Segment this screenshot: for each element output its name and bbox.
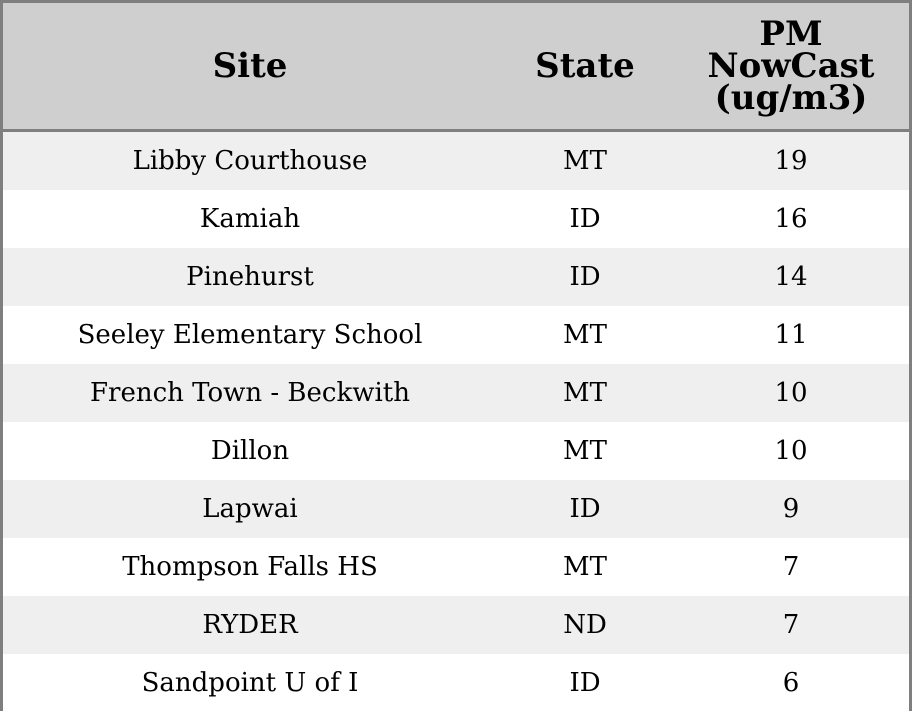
pm-nowcast-cell: 10 <box>774 378 808 408</box>
site-cell: French Town - Beckwith <box>89 378 411 408</box>
pm-nowcast-cell: 11 <box>774 320 808 350</box>
table-row <box>3 190 909 248</box>
pm-nowcast-cell: 19 <box>774 146 808 176</box>
table-row <box>3 480 909 538</box>
table-row <box>3 306 909 364</box>
state-cell: ID <box>569 262 601 292</box>
state-cell: ID <box>569 668 601 698</box>
site-cell: Thompson Falls HS <box>122 552 378 582</box>
table-row <box>3 654 909 712</box>
state-cell: MT <box>563 552 607 582</box>
site-cell: Dillon <box>210 436 290 466</box>
state-cell: MT <box>563 378 607 408</box>
pm-nowcast-cell: 14 <box>774 262 808 292</box>
site-cell: RYDER <box>202 610 298 640</box>
table-row <box>3 422 909 480</box>
header-pm-line3: (ug/m3) <box>714 78 868 118</box>
site-cell: Lapwai <box>202 494 298 524</box>
header-state-label: State <box>535 46 635 86</box>
table-header <box>3 3 909 132</box>
header-pm-line2: NowCast <box>707 46 875 86</box>
pm-nowcast-cell: 9 <box>782 494 800 524</box>
state-cell: MT <box>563 436 607 466</box>
state-cell: MT <box>563 320 607 350</box>
header-site-label: Site <box>212 46 288 86</box>
pm-nowcast-cell: 7 <box>782 552 800 582</box>
state-cell: ID <box>569 204 601 234</box>
header-pm-line1: PM <box>759 14 823 54</box>
table-row <box>3 248 909 306</box>
site-cell: Sandpoint U of I <box>141 668 359 698</box>
state-cell: ND <box>563 610 607 640</box>
table-row <box>3 596 909 654</box>
table-row <box>3 132 909 190</box>
header-site <box>3 3 497 129</box>
header-state <box>497 3 673 129</box>
site-cell: Kamiah <box>199 204 301 234</box>
pm-nowcast-cell: 7 <box>782 610 800 640</box>
site-cell: Pinehurst <box>186 262 314 292</box>
state-cell: MT <box>563 146 607 176</box>
pm-nowcast-cell: 6 <box>782 668 800 698</box>
site-cell: Seeley Elementary School <box>77 320 423 350</box>
pm-nowcast-cell: 10 <box>774 436 808 466</box>
state-cell: ID <box>569 494 601 524</box>
pm-nowcast-cell: 16 <box>774 204 808 234</box>
table-row <box>3 364 909 422</box>
header-pm-nowcast <box>673 3 909 129</box>
site-cell: Libby Courthouse <box>132 146 368 176</box>
table-row <box>3 538 909 596</box>
